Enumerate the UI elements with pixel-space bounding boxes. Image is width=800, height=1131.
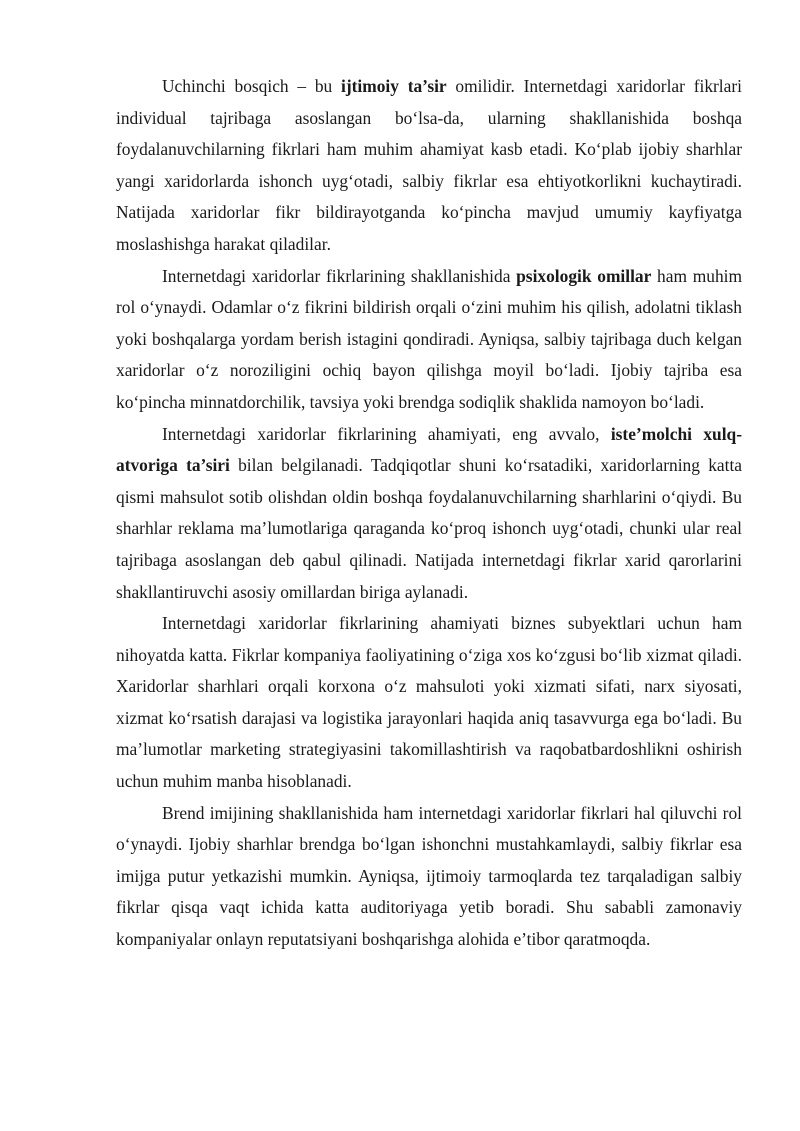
paragraph-social-influence: [116, 71, 742, 261]
key-term: psixologik omillar: [516, 265, 652, 286]
paragraph-text: Brend imijining shakllanishida ham internetdagi xaridorlar fikrlari hal qiluvchi rol o‘ynaydi. Ijobiy sharhlar brendga bo‘lgan ishonchni mustahkamlaydi, salbiy fikrlar esa imijga putur yetkazishi mumkin. Ayniqsa, ijtimoiy tarmoqlarda tez tarqaladigan salbiy fikrlar qisqa vaqt ichida katta auditoriyaga yetib boradi. Shu sababli zamonaviy kompaniyalar onlayn reputatsiyani boshqarishga alohida e’tibor qaratmoqda.: [116, 802, 742, 950]
paragraph-consumer-behavior: [116, 419, 742, 609]
document-page: [116, 71, 742, 956]
paragraph-text: Internetdagi xaridorlar fikrlarining ahamiyati biznes subyektlari uchun ham nihoyatda katta. Fikrlar kompaniya faoliyatining o‘ziga xos ko‘zgusi bo‘lib xizmat qiladi. Xaridorlar sharhlari orqali korxona o‘z mahsuloti yoki xizmati sifati, narx siyosati, xizmat ko‘rsatish darajasi va logistika jarayonlari haqida aniq tasavvurga ega bo‘ladi. Bu ma’lumotlar marketing strategiyasini takomillashtirish va raqobatbardoshlikni oshirish uchun muhim manba hisoblanadi.: [116, 613, 742, 792]
paragraph-psychological-factors: [116, 261, 742, 419]
paragraph-brand-image: [116, 798, 742, 956]
paragraph-business-importance: [116, 608, 742, 798]
key-term: ijtimoiy ta’sir: [340, 76, 447, 96]
paragraph-text: omilidir. Internetdagi xaridorlar fikrlari individual tajribaga asoslangan bo‘lsa-da, ularning shakllanishida boshqa foydalanuvchilarning fikrlari ham muhim ahamiyat kasb etadi. Ko‘plab ijobiy sharhlar yangi xaridorlarda ishonch uyg‘otadi, salbiy fikrlar esa ehtiyotkorlikni kuchaytiradi. Natijada xaridorlar fikr bildirayotganda ko‘pincha mavjud umumiy kayfiyatga moslashishga harakat qiladilar.: [116, 76, 742, 254]
paragraph-text: Internetdagi xaridorlar fikrlarining ahamiyati, eng avvalo,: [162, 423, 611, 444]
paragraph-text: ham muhim rol o‘ynaydi. Odamlar o‘z fikrini bildirish orqali o‘zini muhim his qilish, adolatni tiklash yoki boshqalarga yordam berish istagini qondiradi. Ayniqsa, salbiy tajribaga duch kelgan xaridorlar o‘z noroziligini ochiq bayon qilishga moyil bo‘ladi. Ijobiy tajriba esa ko‘pincha minnatdorchilik, tavsiya yoki brendga sodiqlik shaklida namoyon bo‘ladi.: [116, 265, 742, 412]
key-term: iste’molchi xulq-atvoriga ta’siri: [116, 423, 742, 476]
paragraph-text: Internetdagi xaridorlar fikrlarining shakllanishida: [162, 265, 517, 286]
paragraph-text: Uchinchi bosqich – bu: [162, 76, 341, 96]
paragraph-text: bilan belgilanadi. Tadqiqotlar shuni ko‘rsatadiki, xaridorlarning katta qismi mahsulot sotib olishdan oldin boshqa foydalanuvchilarning sharhlarini o‘qiydi. Bu sharhlar reklama ma’lumotlariga qaraganda ko‘proq ishonch uyg‘otadi, chunki ular real tajribaga asoslangan deb qabul qilinadi. Natijada internetdagi fikrlar xarid qarorlarini shakllantiruvchi asosiy omillardan biriga aylanadi.: [116, 455, 742, 602]
